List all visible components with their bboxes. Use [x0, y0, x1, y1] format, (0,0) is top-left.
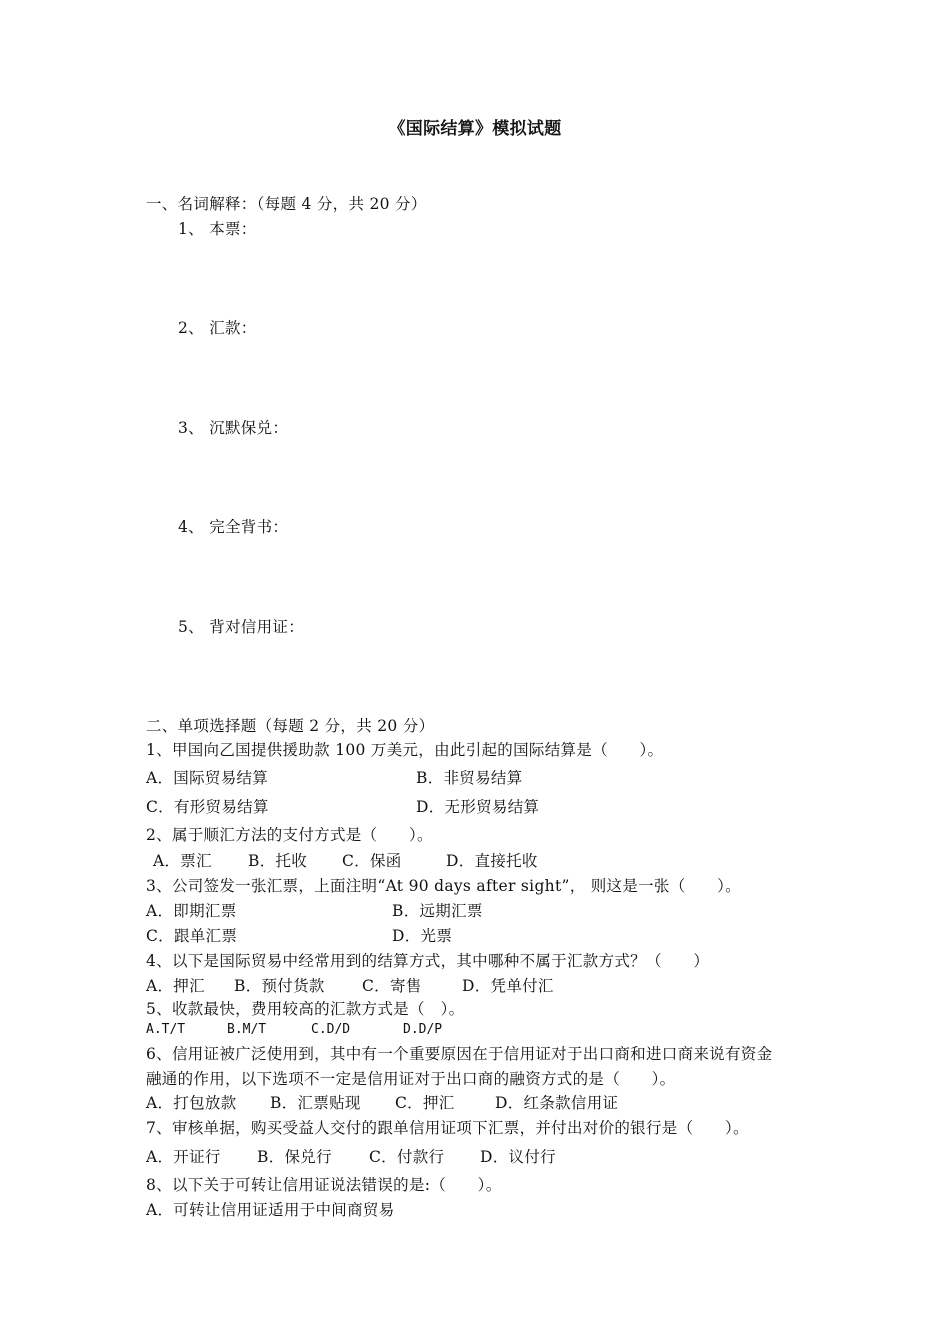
answer-option: C.D/D — [311, 1022, 351, 1037]
section-1-heading: 一、名词解释：（每题 4 分，共 20 分） — [146, 195, 427, 213]
page-title: 《国际结算》模拟试题 — [388, 119, 562, 139]
answer-option: D．红条款信用证 — [495, 1094, 619, 1112]
answer-option: A．国际贸易结算 — [146, 769, 269, 787]
answer-option: B．预付货款 — [234, 977, 325, 995]
question-stem-line: 融通的作用，以下选项不一定是信用证对于出口商的融资方式的是（ ）。 — [146, 1070, 676, 1088]
answer-option: A．押汇 — [146, 977, 205, 995]
section-2-heading: 二、单项选择题（每题 2 分，共 20 分） — [146, 717, 435, 735]
question-stem: 4、以下是国际贸易中经常用到的结算方式，其中哪种不属于汇款方式？（ ） — [146, 952, 710, 970]
answer-option: B．非贸易结算 — [416, 769, 523, 787]
term-item: 5、 背对信用证： — [178, 618, 304, 636]
answer-option: A．可转让信用证适用于中间商贸易 — [146, 1201, 395, 1219]
question-stem: 5、收款最快，费用较高的汇款方式是（ ）。 — [146, 1000, 465, 1018]
answer-option: C．保函 — [342, 852, 402, 870]
answer-option: A.T/T — [146, 1022, 186, 1037]
question-stem-line: 6、信用证被广泛使用到，其中有一个重要原因在于信用证对于出口商和进口商来说有资金 — [146, 1045, 773, 1063]
answer-option: B.M/T — [227, 1022, 267, 1037]
question-stem: 3、公司签发一张汇票，上面注明“At 90 days after sight”， 则这是一张（ ）。 — [146, 877, 741, 895]
answer-option: A．开证行 — [146, 1148, 221, 1166]
term-item: 1、 本票： — [178, 220, 257, 238]
answer-option: D．光票 — [392, 927, 453, 945]
answer-option: C．付款行 — [369, 1148, 445, 1166]
question-stem: 8、以下关于可转让信用证说法错误的是:（ ）。 — [146, 1176, 502, 1194]
answer-option: B．远期汇票 — [392, 902, 483, 920]
question-stem: 2、属于顺汇方法的支付方式是（ ）。 — [146, 826, 433, 844]
answer-option: B．保兑行 — [257, 1148, 332, 1166]
answer-option: C．跟单汇票 — [146, 927, 238, 945]
term-item: 4、 完全背书： — [178, 518, 289, 536]
answer-option: A．即期汇票 — [146, 902, 237, 920]
term-item: 2、 汇款： — [178, 319, 257, 337]
answer-option: D．议付行 — [480, 1148, 556, 1166]
question-stem: 1、甲国向乙国提供援助款 100 万美元，由此引起的国际结算是（ ）。 — [146, 741, 664, 759]
term-item: 3、 沉默保兑： — [178, 419, 289, 437]
answer-option: B．托收 — [248, 852, 308, 870]
question-stem: 7、审核单据，购买受益人交付的跟单信用证项下汇票，并付出对价的银行是（ ）。 — [146, 1119, 749, 1137]
answer-option: D．凭单付汇 — [462, 977, 554, 995]
answer-option: D．直接托收 — [446, 852, 538, 870]
answer-option: D.D/P — [403, 1022, 443, 1037]
answer-option: A．票汇 — [153, 852, 212, 870]
answer-option: C．押汇 — [395, 1094, 455, 1112]
answer-option: B．汇票贴现 — [270, 1094, 361, 1112]
answer-option: C．有形贸易结算 — [146, 798, 269, 816]
answer-option: A．打包放款 — [146, 1094, 237, 1112]
answer-option: D．无形贸易结算 — [416, 798, 540, 816]
answer-option: C．寄售 — [362, 977, 422, 995]
